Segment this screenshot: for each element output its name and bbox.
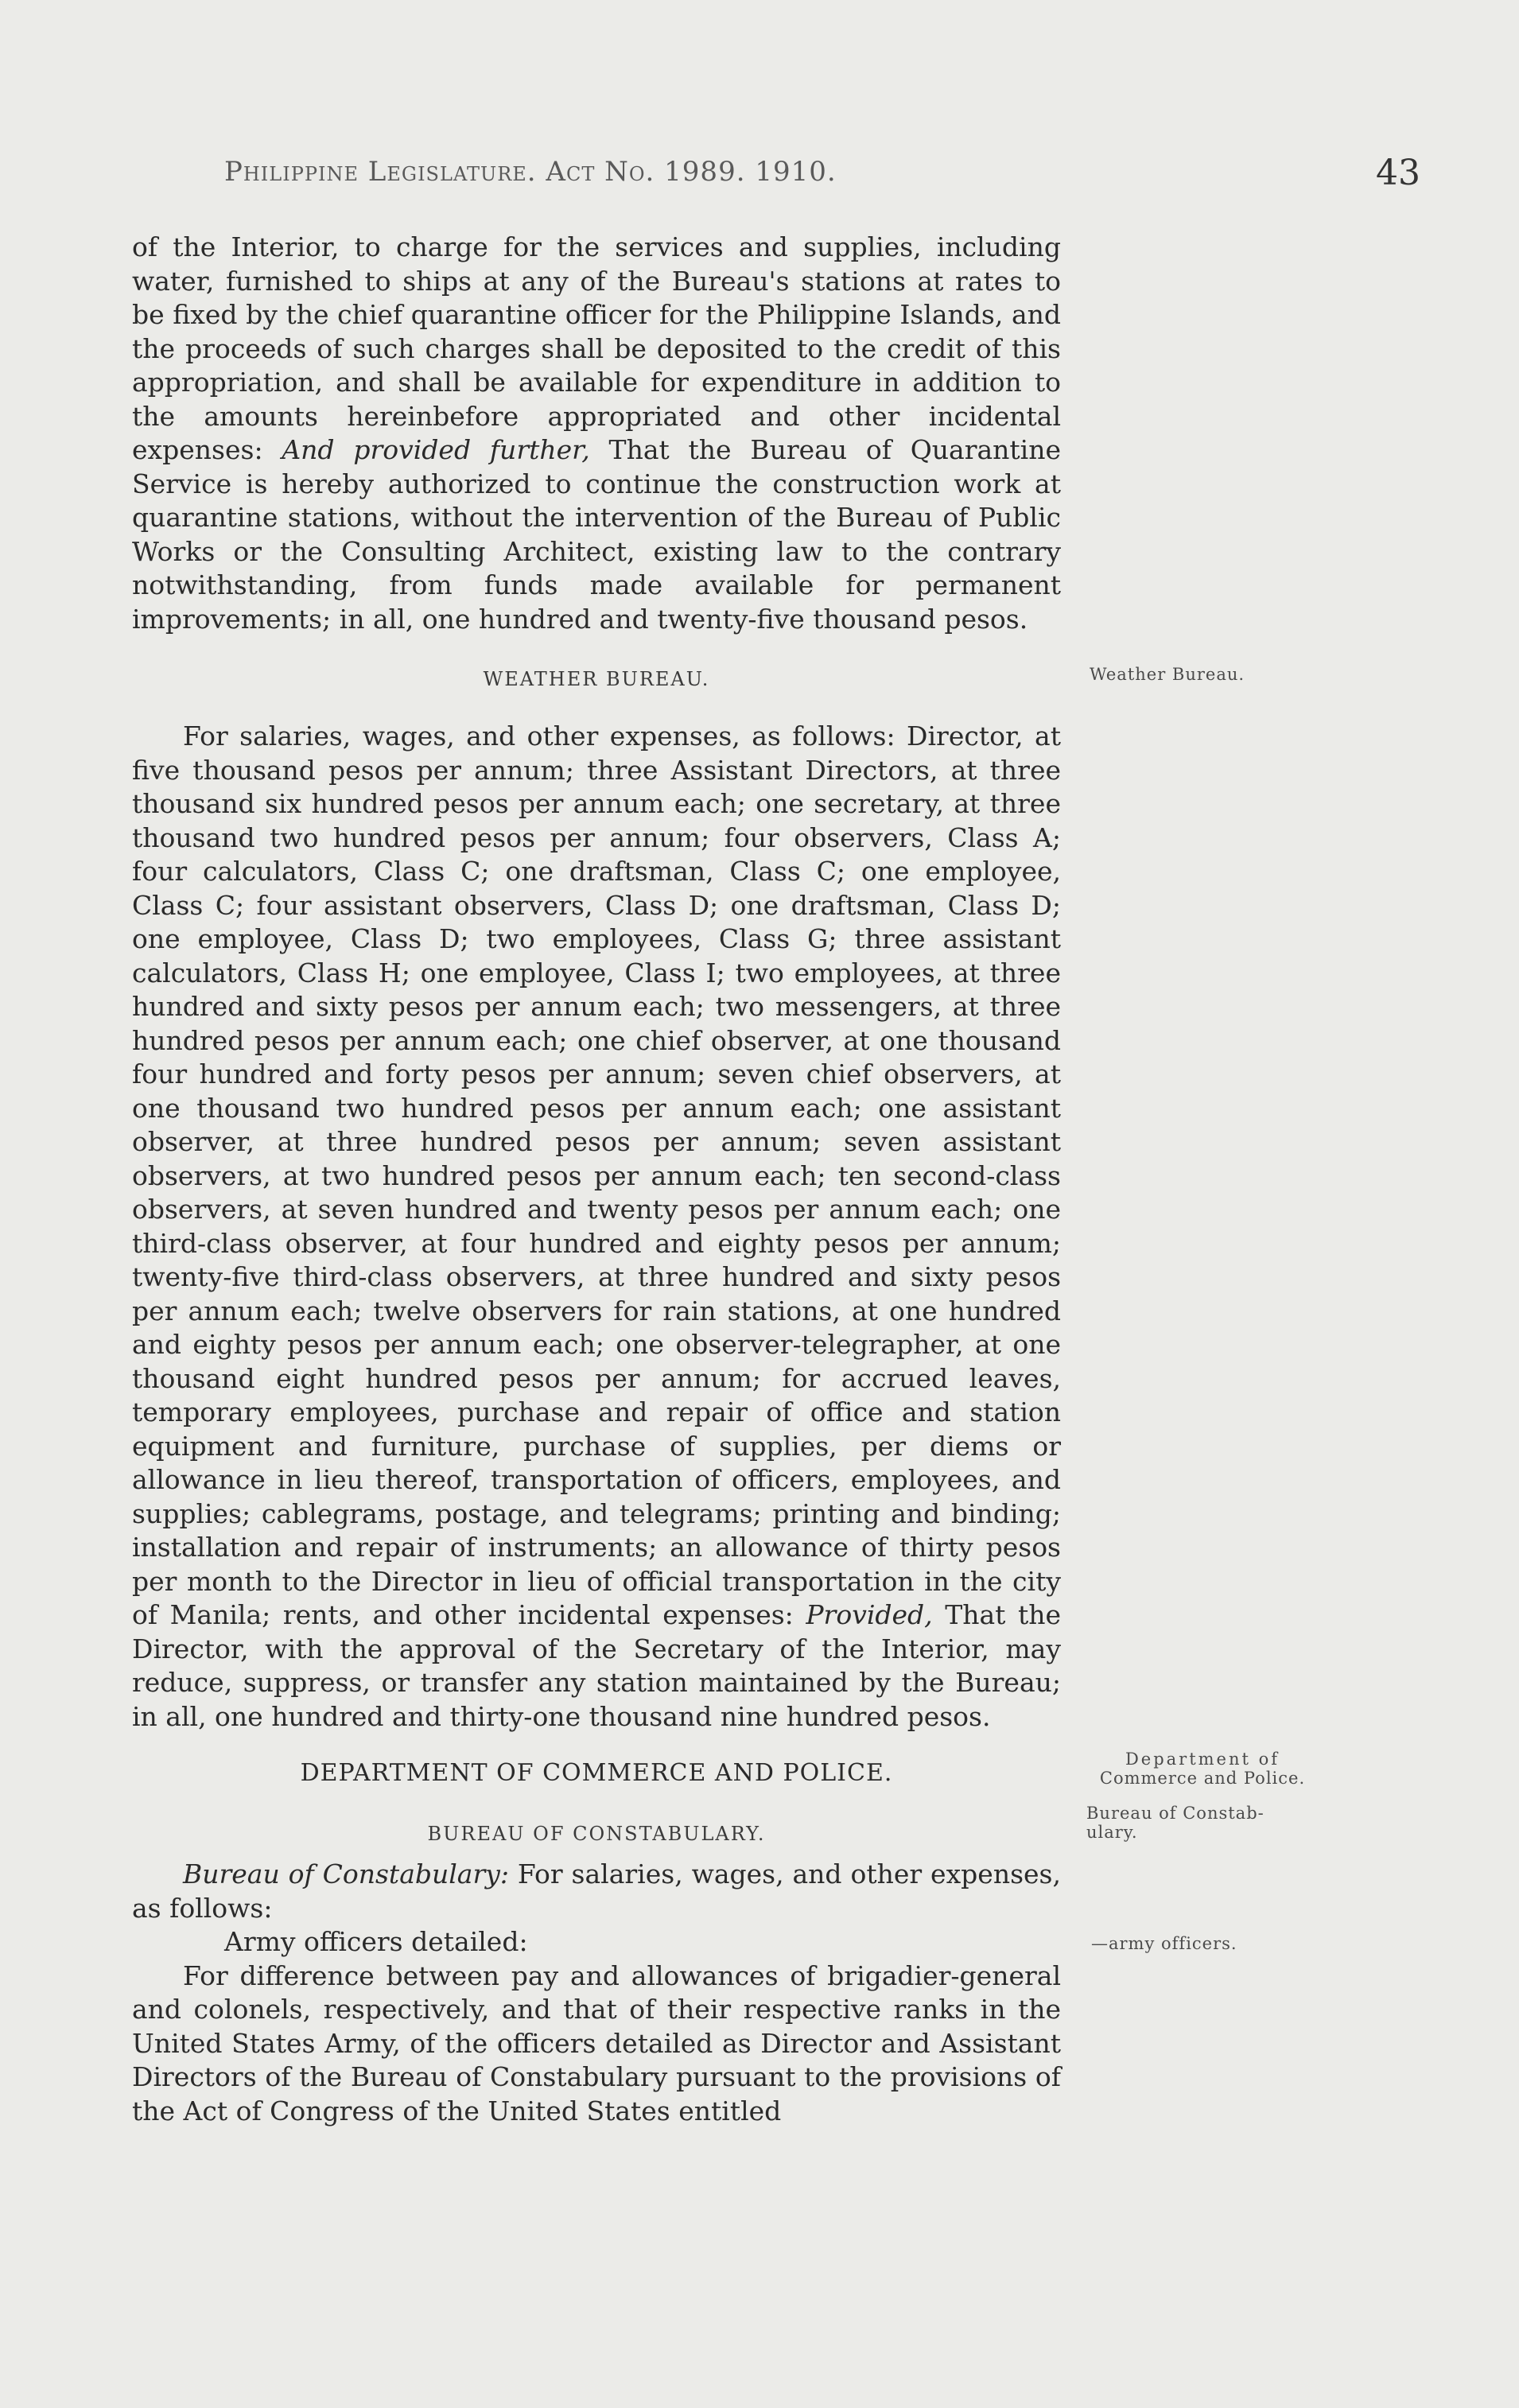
- weather-proviso: Provided,: [806, 1599, 933, 1630]
- army-officers-subhead: Army officers detailed:: [224, 1926, 528, 1957]
- weather-bureau-heading: WEATHER BUREAU.: [483, 668, 710, 690]
- constabulary-section: [132, 1858, 1061, 2128]
- department-margin-note: [1083, 1750, 1322, 1788]
- department-margin-note-line2: Commerce and Police.: [1099, 1769, 1306, 1788]
- quarantine-paragraph: [132, 231, 1061, 636]
- weather-bureau-paragraph: [132, 720, 1061, 1734]
- quarantine-text-after: That the Bureau of Quarantine Service is hereby authorized to continue the construction work at quarantine stations, without the intervention of the Bureau of Public Works or the Consulting Architect, existing law to the contrary notwithstanding, from funds made available for permanent improvements; in all, one hundred and twenty-five thousand pesos.: [132, 434, 1061, 635]
- page-number: 43: [1376, 153, 1420, 193]
- running-head: Philippine Legislature. Act No. 1989. 1910.: [224, 156, 837, 188]
- quarantine-text: of the Interior, to charge for the services and supplies, including water, furnished to ships at any of the Bureau's stations at rates to be fixed by the chief quarantine officer for the Philippine Islands, and the proceeds of such charges shall be deposited to the credit of this appropriation, and shall be available for expenditure in addition to the amounts hereinbefore appropriated and other incidental expenses:: [132, 231, 1061, 465]
- constabulary-intro-label: Bureau of Constabulary:: [183, 1858, 510, 1890]
- weather-bureau-margin-note: Weather Bureau.: [1090, 665, 1245, 684]
- weather-text: For salaries, wages, and other expenses, as follows: Director, at five thousand pesos per annum; three Assistant Directors, at three thousand six hundred pesos per annum each; one secretary, at three thousand two hundred pesos per annum; four observers, Class A; four calculators, Class C; one draftsman, Class C; one employee, Class C; four assistant observers, Class D; one draftsman, Class D; one employee, Class D; two employees, Class G; three assistant calculators, Class H; one employee, Class I; two employees, at three hundred and sixty pesos per annum each; two messengers, at three hundred pesos per annum each; one chief observer, at one thousand four hundred and forty pesos per annum; seven chief observers, at one thousand two hundred pesos per annum each; one assistant observer, at three hundred pesos per annum; seven assistant observers, at two hundred pesos per annum each; ten second-class observers, at seven hundred and twenty pesos per annum each; one third-class observer, at four hundred and eighty pesos per annum; twenty-five third-class observers, at three hundred and sixty pesos per annum each; twelve observers for rain stations, at one hundred and eighty pesos per annum each; one observer-telegrapher, at one thousand eight hundred pesos per annum; for accrued leaves, temporary employees, purchase and repair of office and station equipment and furniture, purchase of supplies, per diems or allowance in lieu thereof, transportation of officers, employees, and supplies; cablegrams, postage, and telegrams; printing and binding; installation and repair of instruments; an allowance of thirty pesos per month to the Director in lieu of official transportation in the city of Manila; rents, and other incidental expenses:: [132, 720, 1061, 1630]
- army-officers-paragraph: For difference between pay and allowances of brigadier-general and colonels, respectively, and that of their respective ranks in the United States Army, of the officers detailed as Director and Assistant Directors of the Bureau of Constabulary pursuant to the provisions of the Act of Congress of the United States entitled: [132, 1959, 1061, 2126]
- weather-text-after: That the Director, with the approval of the Secretary of the Interior, may reduce, suppress, or transfer any station maintained by the Bureau; in all, one hundred and thirty-one thousand nine hundred pesos.: [132, 1599, 1061, 1732]
- bureau-constabulary-margin-note: [1086, 1804, 1325, 1842]
- department-commerce-heading: DEPARTMENT OF COMMERCE AND POLICE.: [300, 1759, 893, 1787]
- bureau-margin-note-line2: ulary.: [1086, 1823, 1138, 1842]
- bureau-margin-note-line1: Bureau of Constab-: [1086, 1804, 1265, 1823]
- constabulary-intro-text: For salaries, wages, and other expenses, as follows:: [132, 1858, 1061, 1924]
- army-officers-margin-note: —army officers.: [1091, 1934, 1237, 1953]
- department-margin-note-line1: Department of: [1125, 1750, 1280, 1769]
- quarantine-proviso: And provided further,: [282, 434, 590, 465]
- bureau-constabulary-heading: BUREAU OF CONSTABULARY.: [427, 1823, 766, 1845]
